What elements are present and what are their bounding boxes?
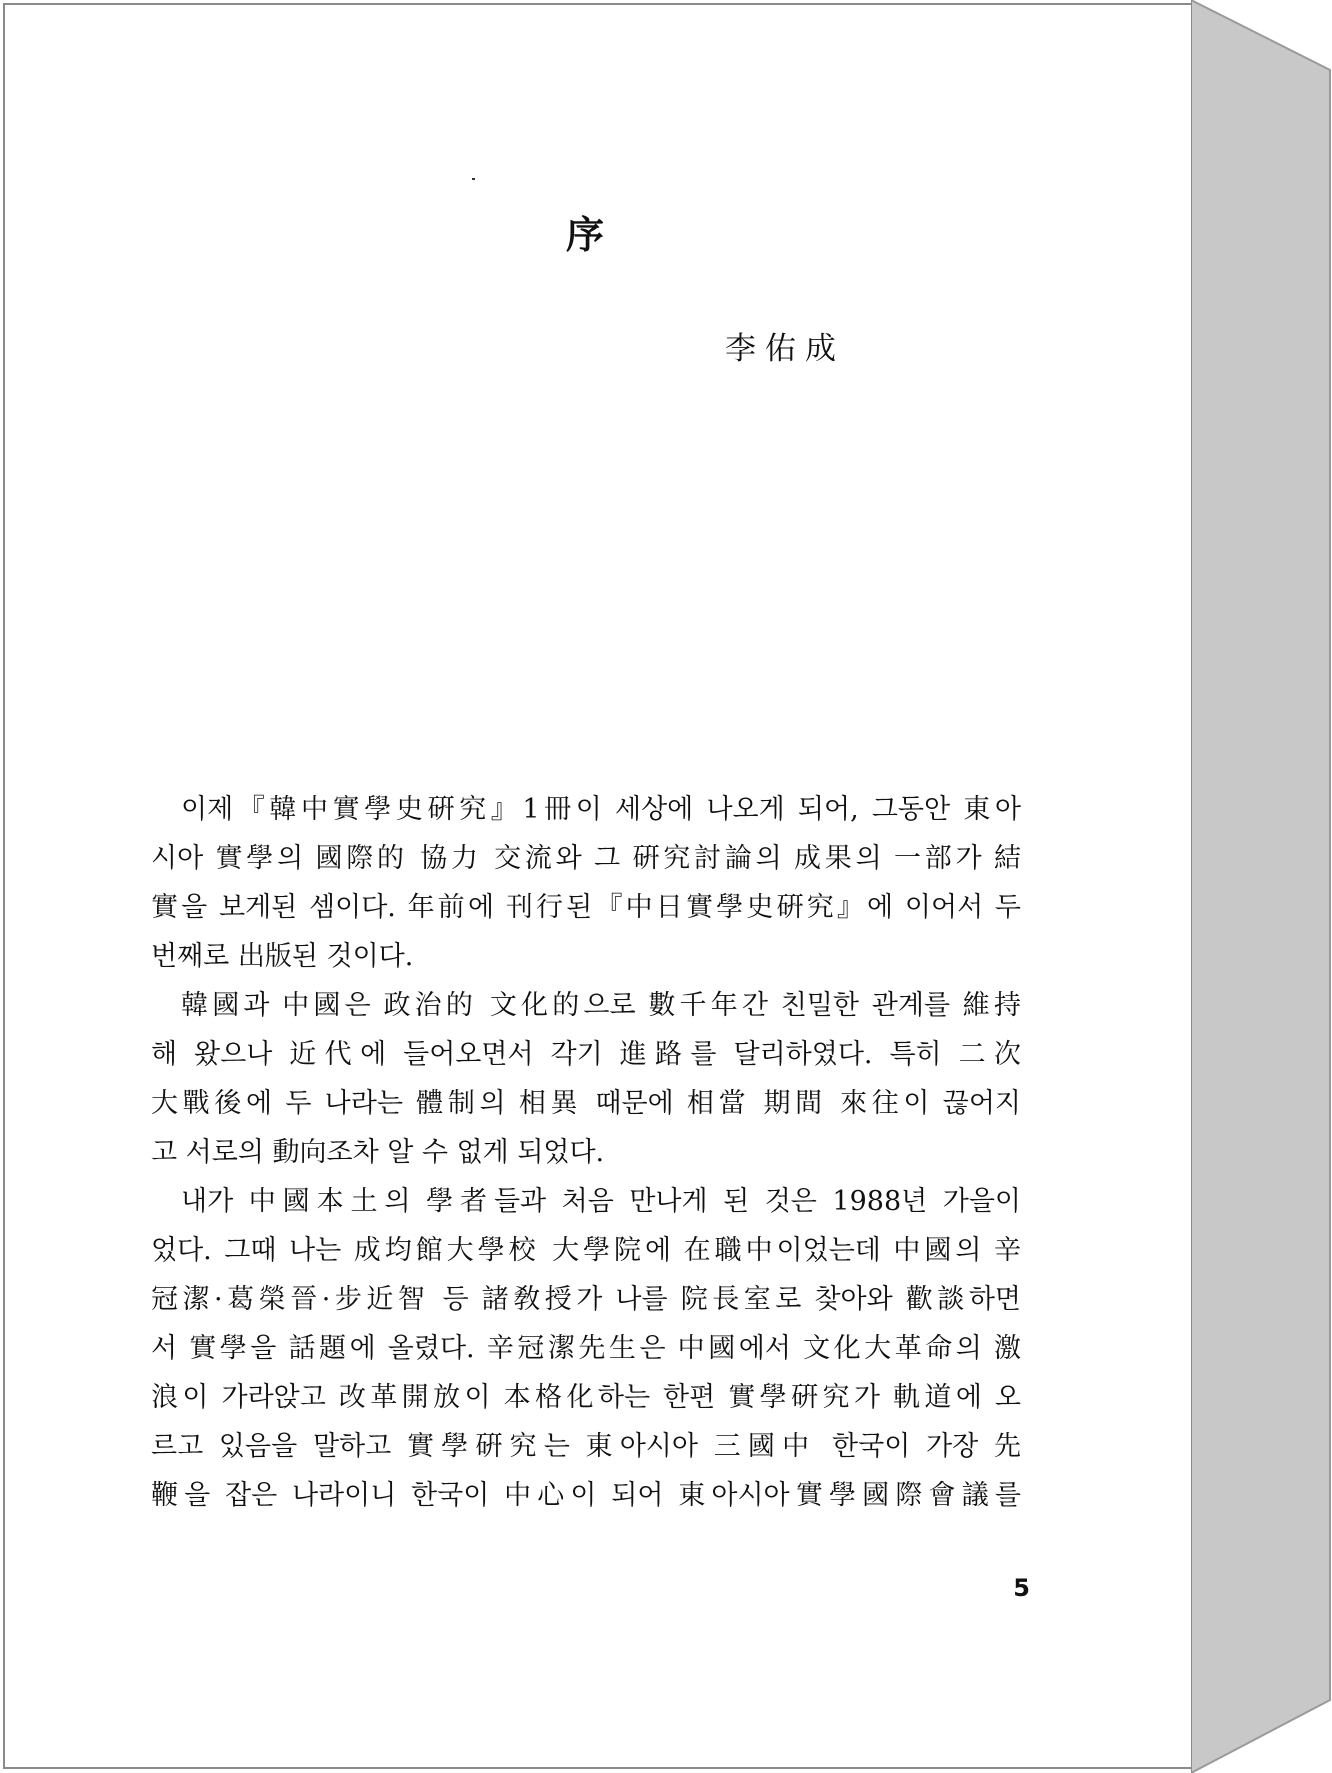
- text-line: 實을 보게된 셈이다. 年前에 刊行된『中日實學史硏究』에 이어서 두: [151, 892, 1021, 923]
- text-line: 浪이 가라앉고 改革開放이 本格化하는 한편 實學硏究가 軌道에 오: [151, 1382, 1021, 1413]
- text-line: 韓國과 中國은 政治的 文化的으로 數千年간 친밀한 관계를 維持: [181, 990, 1021, 1021]
- text-line: 었다. 그때 나는 成均館大學校 大學院에 在職中이었는데 中國의 辛: [151, 1235, 1021, 1266]
- text-line: 서 實學을 話題에 올렸다. 辛冠潔先生은 中國에서 文化大革命의 激: [151, 1333, 1021, 1364]
- print-speck: [472, 178, 475, 180]
- page-title: 序: [565, 212, 604, 257]
- document-page: [3, 3, 1191, 1769]
- text-line: 해 왔으나 近代에 들어오면서 각기 進路를 달리하였다. 특히 二次: [151, 1039, 1021, 1070]
- text-line: 鞭을 잡은 나라이니 한국이 中心이 되어 東아시아實學國際會議를: [151, 1480, 1021, 1511]
- book-edge-shadow: [1191, 0, 1332, 1773]
- text-line: 고 서로의 動向조차 알 수 없게 되었다.: [151, 1137, 605, 1168]
- page-number: 5: [1013, 1574, 1030, 1602]
- text-line: 내가 中國本土의 學者들과 처음 만나게 된 것은 1988년 가을이: [181, 1186, 1021, 1217]
- text-line: 冠潔·葛榮晉·步近智 등 諸敎授가 나를 院長室로 찾아와 歡談하면: [151, 1284, 1021, 1315]
- text-line: 시아 實學의 國際的 協力 交流와 그 硏究討論의 成果의 一部가 結: [151, 843, 1021, 874]
- text-line: 르고 있음을 말하고 實學硏究는 東아시아 三國中 한국이 가장 先: [151, 1431, 1021, 1462]
- text-line: 번째로 出版된 것이다.: [151, 941, 414, 972]
- text-line: 이제『韓中實學史硏究』1冊이 세상에 나오게 되어, 그동안 東아: [181, 794, 1021, 825]
- text-line: 大戰後에 두 나라는 體制의 相異 때문에 相當 期間 來往이 끊어지: [151, 1088, 1021, 1119]
- author-name: 李佑成: [725, 331, 845, 367]
- body-text: [151, 785, 1021, 1520]
